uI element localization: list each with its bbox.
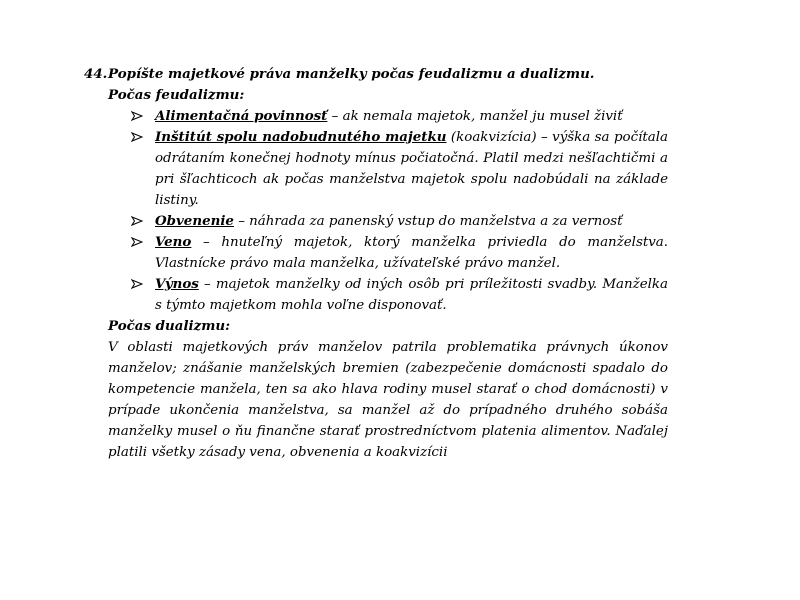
arrow-bullet-icon bbox=[131, 274, 155, 289]
list-item-text bbox=[155, 274, 668, 316]
section-title-dualism: Počas dualizmu: bbox=[108, 318, 231, 334]
list-item-text bbox=[155, 106, 668, 127]
list-item bbox=[131, 211, 668, 232]
list-item-term: Veno bbox=[155, 234, 192, 250]
question-heading bbox=[84, 64, 668, 85]
list-item-description: – majetok manželky od iných osôb pri príležitosti svadby. Manželka s týmto majetkom mohla voľne disponovať. bbox=[155, 277, 668, 313]
list-item bbox=[131, 274, 668, 316]
list-item bbox=[131, 106, 668, 127]
arrow-bullet-icon bbox=[131, 232, 155, 247]
feudalism-list bbox=[131, 106, 668, 316]
question-text: Popíšte majetkové práva manželky počas feudalizmu a dualizmu. bbox=[108, 66, 595, 82]
list-item-text bbox=[155, 232, 668, 274]
dualism-paragraph: V oblasti majetkových práv manželov patrila problematika právnych úkonov manželov; znášanie manželských bremien (zabezpečenie domácnosti spadalo do kompetencie manžela, ten sa ako hlava rodiny musel starať o chod domácnosti) v prípade ukončenia manželstva, sa manžel až do prípadného druhého sobáša manželky musel o ňu finančne starať prostredníctvom platenia alimentov. Naďalej platili všetky zásady vena, obvenenia a koakvizícii bbox=[108, 340, 668, 460]
arrow-bullet-icon bbox=[131, 106, 155, 121]
list-item-text bbox=[155, 211, 668, 232]
arrow-bullet-icon bbox=[131, 211, 155, 226]
list-item-term: Obvenenie bbox=[155, 213, 234, 229]
list-item-description: – náhrada za panenský vstup do manželstva a za vernosť bbox=[233, 214, 623, 229]
list-item-term: Výnos bbox=[155, 276, 199, 292]
list-item-term: Alimentačná povinnosť bbox=[155, 108, 328, 124]
list-item bbox=[131, 232, 668, 274]
document-page bbox=[84, 64, 668, 463]
list-item-term: Inštitút spolu nadobudnutého majetku bbox=[155, 129, 447, 145]
list-item bbox=[131, 127, 668, 211]
question-number: 44. bbox=[84, 66, 108, 82]
arrow-bullet-icon bbox=[131, 127, 155, 142]
list-item-description: (koakvizícia) – výška sa počítala odrátaním konečnej hodnoty mínus počiatočná. Platil medzi nešľachtičmi a pri šľachticoch ak počas manželstva majetok spolu nadobúdali na základe listiny. bbox=[155, 130, 669, 208]
list-item-description: – ak nemala majetok, manžel ju musel živiť bbox=[327, 109, 623, 124]
section-title-feudalism: Počas feudalizmu: bbox=[108, 87, 245, 103]
list-item-description: – hnuteľný majetok, ktorý manželka priviedla do manželstva. Vlastnícke právo mala manželka, užívateľské právo manžel. bbox=[155, 235, 668, 271]
list-item-text bbox=[155, 127, 668, 211]
